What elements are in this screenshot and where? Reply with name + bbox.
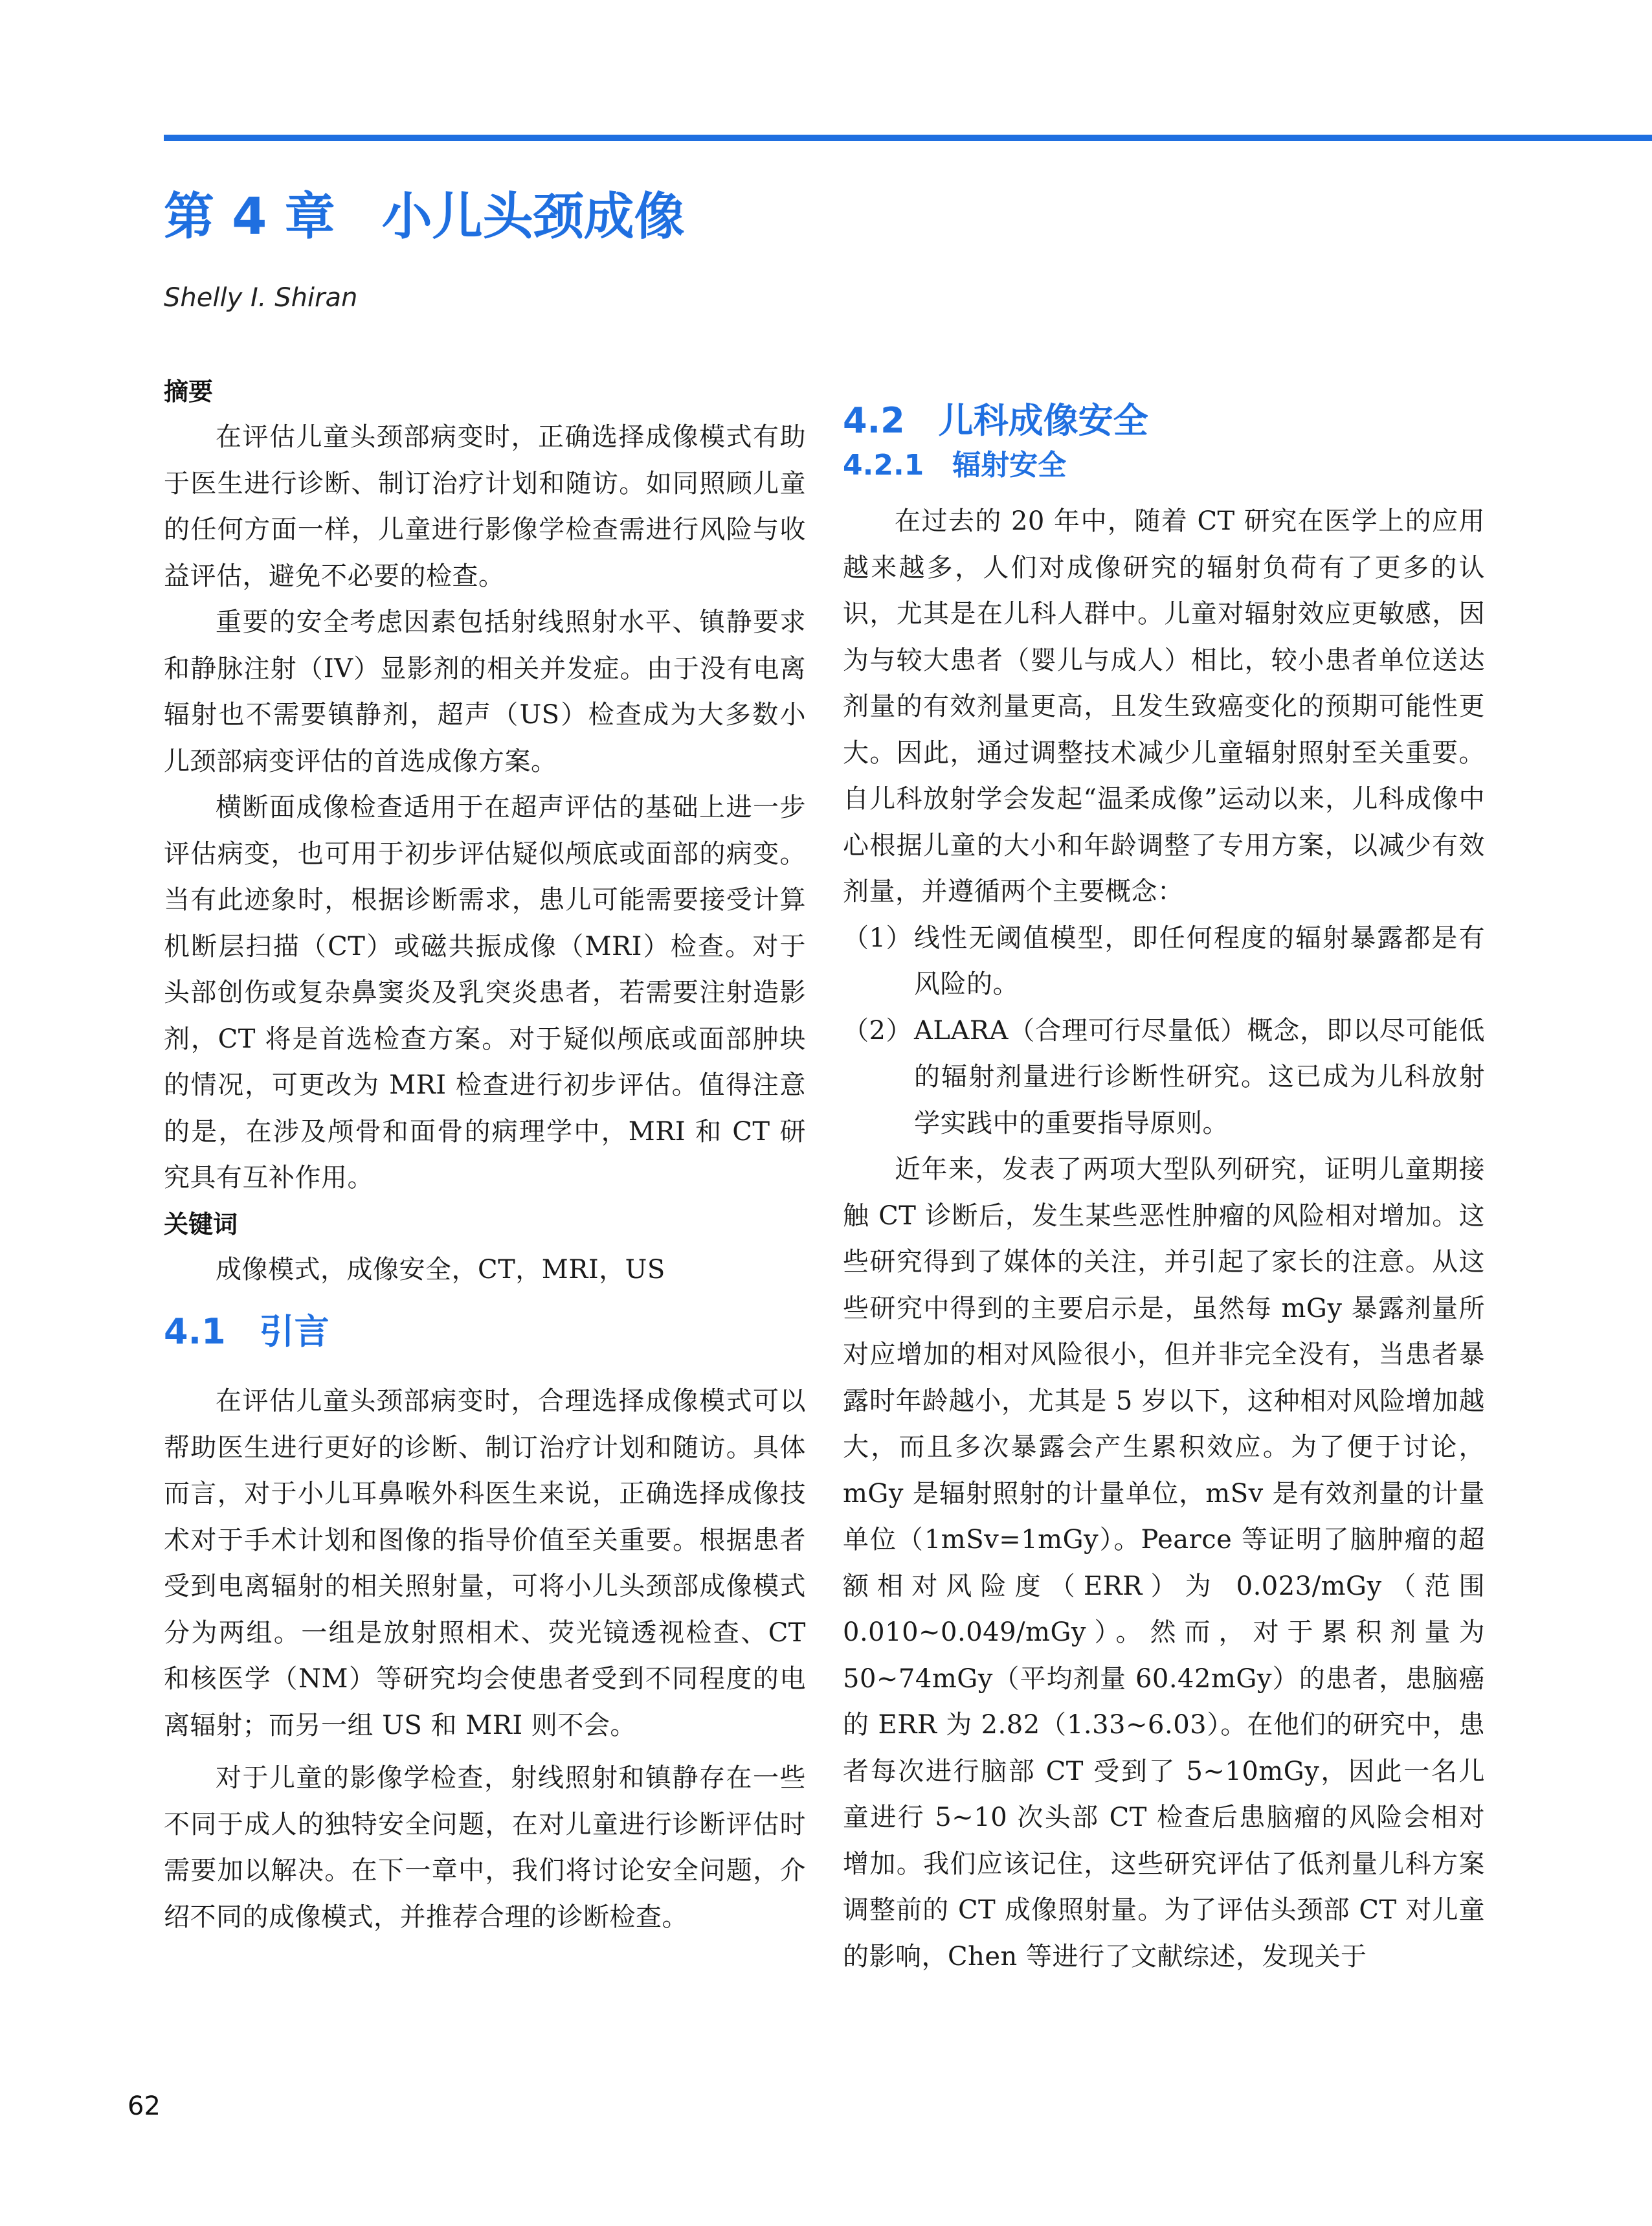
list-marker: （1） — [843, 923, 912, 953]
left-column — [164, 369, 806, 1940]
list-item-text: 线性无阈值模型，即任何程度的辐射暴露都是有风险的。 — [914, 923, 1485, 999]
list-item — [843, 1008, 1485, 1147]
body-paragraph: 近年来，发表了两项大型队列研究，证明儿童期接触 CT 诊断后，发生某些恶性肿瘤的风险相对增加。这些研究得到了媒体的关注，并引起了家长的注意。从这些研究中得到的主要启示是，虽然每 mGy 暴露剂量所对应增加的相对风险很小，但并非完全没有，当患者暴露时年龄越小，尤其是 5 岁以下，这种相对风险增加越大，而且多次暴露会产生累积效应。为了便于讨论，mGy 是辐射照射的计量单位，mSv 是有效剂量的计量单位（1mSv=1mGy）。Pearce 等证明了脑肿瘤的超额相对风险度（ERR）为 0.023/mGy（范围 0.010~0.049/mGy）。然而，对于累积剂量为 50~74mGy（平均剂量 60.42mGy）的患者，患脑癌的 ERR 为 2.82（1.33~6.03）。在他们的研究中，患者每次进行脑部 CT 受到了 5~10mGy，因此一名儿童进行 5~10 次头部 CT 检查后患脑瘤的风险会相对增加。我们应该记住，这些研究评估了低剂量儿科方案调整前的 CT 成像照射量。为了评估头颈部 CT 对儿童的影响，Chen 等进行了文献综述，发现关于 — [843, 1154, 1485, 1972]
list-item — [843, 916, 1485, 1008]
subsection-number: 4.2.1 — [843, 449, 924, 482]
body-paragraph: 对于儿童的影像学检查，射线照射和镇静存在一些不同于成人的独特安全问题，在对儿童进行诊断评估时需要加以解决。在下一章中，我们将讨论安全问题，介绍不同的成像模式，并推荐合理的诊断检查。 — [164, 1763, 806, 1932]
chapter-title — [164, 181, 685, 253]
body-paragraph: 在过去的 20 年中，随着 CT 研究在医学上的应用越来越多，人们对成像研究的辐射负荷有了更多的认识，尤其是在儿科人群中。儿童对辐射效应更敏感，因为与较大患者（婴儿与成人）相比，较小患者单位送达剂量的有效剂量更高，且发生致癌变化的预期可能性更大。因此，通过调整技术减少儿童辐射照射至关重要。自儿科放射学会发起“温柔成像”运动以来，儿科成像中心根据儿童的大小和年龄调整了专用方案，以减少有效剂量，并遵循两个主要概念： — [843, 506, 1485, 906]
abstract-label: 摘要 — [164, 377, 214, 406]
section-title: 引言 — [259, 1311, 329, 1352]
list-marker: （2） — [843, 1015, 912, 1046]
abstract-paragraph: 横断面成像检查适用于在超声评估的基础上进一步评估病变，也可用于初步评估疑似颅底或面部的病变。当有此迹象时，根据诊断需求，患儿可能需要接受计算机断层扫描（CT）或磁共振成像（MRI）检查。对于头部创伤或复杂鼻窦炎及乳突炎患者，若需要注射造影剂，CT 将是首选检查方案。对于疑似颅底或面部肿块的情况，可更改为 MRI 检查进行初步评估。值得注意的是，在涉及颅骨和面骨的病理学中，MRI 和 CT 研究具有互补作用。 — [164, 793, 806, 1193]
section-heading-4-1 — [164, 1307, 806, 1356]
body-paragraph: 在评估儿童头颈部病变时，合理选择成像模式可以帮助医生进行更好的诊断、制订治疗计划和随访。具体而言，对于小儿耳鼻喉外科医生来说，正确选择成像技术对于手术计划和图像的指导价值至关重要。根据患者受到电离辐射的相关照射量，可将小儿头颈部成像模式分为两组。一组是放射照相术、荧光镜透视检查、CT 和核医学（NM）等研究均会使患者受到不同程度的电离辐射；而另一组 US 和 MRI 则不会。 — [164, 1386, 806, 1740]
abstract-paragraph: 在评估儿童头颈部病变时，正确选择成像模式有助于医生进行诊断、制订治疗计划和随访。如同照顾儿童的任何方面一样，儿童进行影像学检查需进行风险与收益评估，避免不必要的检查。 — [164, 422, 806, 591]
keywords-text: 成像模式，成像安全，CT，MRI，US — [216, 1254, 665, 1285]
section-title: 儿科成像安全 — [938, 400, 1148, 441]
chapter-title-text: 小儿头颈成像 — [381, 188, 685, 246]
section-number: 4.2 — [843, 400, 905, 441]
subsection-heading-4-2-1 — [843, 445, 1485, 486]
section-number: 4.1 — [164, 1311, 226, 1352]
chapter-number: 第 4 章 — [164, 188, 335, 246]
subsection-title: 辐射安全 — [952, 449, 1067, 482]
keywords-label: 关键词 — [164, 1209, 238, 1239]
abstract-paragraph: 重要的安全考虑因素包括射线照射水平、镇静要求和静脉注射（IV）显影剂的相关并发症。由于没有电离辐射也不需要镇静剂，超声（US）检查成为大多数小儿颈部病变评估的首选成像方案。 — [164, 607, 806, 776]
list-item-text: ALARA（合理可行尽量低）概念，即以尽可能低的辐射剂量进行诊断性研究。这已成为儿科放射学实践中的重要指导原则。 — [914, 1015, 1485, 1138]
author: Shelly I. Shiran — [164, 283, 358, 313]
page-number: 62 — [128, 2091, 161, 2121]
right-column — [843, 396, 1485, 1980]
header-rule — [164, 135, 1652, 141]
section-heading-4-2 — [843, 396, 1485, 445]
